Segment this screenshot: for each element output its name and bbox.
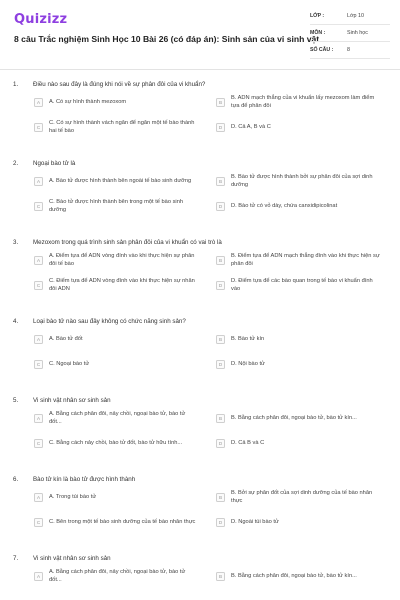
option-text: B. Bằng cách phân đôi, ngoại bào tử, bào tử kín... bbox=[231, 572, 357, 579]
option-text: A. Trong túi bào tử bbox=[49, 493, 97, 500]
answer-option[interactable] bbox=[216, 352, 396, 377]
option-text: B. Bằng cách phân đôi, ngoại bào tử, bào tử kín... bbox=[231, 414, 357, 421]
option-text: C. Bên trong một tế bào sinh dưỡng của tế bào nhân thực bbox=[49, 518, 196, 525]
question-text: Loại bào tử nào sau đây không có chức năng sinh sản? bbox=[33, 317, 186, 325]
question-number: 4. bbox=[13, 317, 19, 325]
answer-option[interactable] bbox=[216, 169, 396, 194]
option-key-box[interactable]: A bbox=[34, 98, 43, 107]
option-text: B. Bào tử được hình thành bởi sự phân đôi của sợi dinh dưỡng bbox=[231, 174, 373, 188]
question-line bbox=[0, 394, 400, 406]
option-text: C. Ngoại bào tử bbox=[49, 360, 90, 367]
option-text: C. Bằng cách nảy chồi, bào tử đốt, bào tử hữu tính... bbox=[49, 439, 183, 446]
option-key-box[interactable]: B bbox=[216, 493, 225, 502]
meta-value: Sinh học bbox=[347, 30, 368, 36]
question-list bbox=[0, 78, 400, 589]
answer-option[interactable] bbox=[216, 431, 396, 456]
option-text: D. Điểm tựa để các bào quan trong tế bào vi khuẩn đính vào bbox=[231, 278, 373, 292]
option-text: D. Cả A, B và C bbox=[231, 123, 271, 130]
option-row bbox=[34, 115, 400, 140]
answer-option[interactable] bbox=[34, 169, 214, 194]
option-key-box[interactable]: D bbox=[216, 360, 225, 369]
option-key-box[interactable]: D bbox=[216, 439, 225, 448]
option-key-box[interactable]: C bbox=[34, 123, 43, 132]
option-key-box[interactable]: A bbox=[34, 493, 43, 502]
meta-label: MÔN : bbox=[310, 30, 326, 36]
option-text: A. Bằng cách phân đôi, nảy chồi, ngoại bào tử, bào tử đốt... bbox=[49, 411, 186, 425]
question-number: 3. bbox=[13, 238, 19, 246]
worksheet-meta bbox=[310, 8, 390, 59]
question-line bbox=[0, 552, 400, 564]
answer-option[interactable] bbox=[34, 352, 214, 377]
option-key-box[interactable]: B bbox=[216, 414, 225, 423]
question-spacer bbox=[0, 456, 400, 473]
option-key-box[interactable]: A bbox=[34, 177, 43, 186]
option-row bbox=[34, 169, 400, 194]
option-key-box[interactable]: B bbox=[216, 335, 225, 344]
answer-option[interactable] bbox=[216, 406, 396, 431]
option-text: C. Điểm tựa để ADN vòng đính vào khi thực hiện sự nhân đôi ADN bbox=[49, 278, 195, 292]
option-text: D. Cả B và C bbox=[231, 439, 265, 446]
option-row bbox=[34, 431, 400, 456]
option-row bbox=[34, 564, 400, 589]
question-text: Mezoxom trong quá trình sinh sản phân đôi của vi khuẩn có vai trò là bbox=[33, 238, 222, 246]
answer-option[interactable] bbox=[34, 194, 214, 219]
option-key-box[interactable]: C bbox=[34, 360, 43, 369]
answer-option[interactable] bbox=[216, 273, 396, 298]
answer-option[interactable] bbox=[216, 327, 396, 352]
answer-option[interactable] bbox=[34, 510, 214, 535]
option-text: B. ADN mạch thẳng của vi khuẩn lấy mezoxom làm điểm tựa để phân đôi bbox=[231, 95, 375, 109]
answer-option[interactable] bbox=[216, 564, 396, 589]
option-row bbox=[34, 248, 400, 273]
option-key-box[interactable]: A bbox=[34, 335, 43, 344]
question-line bbox=[0, 236, 400, 248]
option-text: A. Điểm tựa để ADN vòng đính vào khi thực hiện sự phân đôi tế bào bbox=[49, 253, 195, 267]
question-spacer bbox=[0, 377, 400, 394]
option-key-box[interactable]: A bbox=[34, 572, 43, 581]
question-text: Điều nào sau đây là đúng khi nói về sự phân đôi của vi khuẩn? bbox=[33, 80, 206, 88]
question-spacer bbox=[0, 535, 400, 552]
option-text: A. Bào tử được hình thành bên ngoài tế bào sinh dưỡng bbox=[49, 177, 192, 184]
question-number: 2. bbox=[13, 159, 19, 167]
option-text: B. Điểm tựa để ADN mạch thẳng đính vào khi thực hiện sự phân đôi bbox=[231, 253, 380, 267]
question-number: 5. bbox=[13, 396, 19, 404]
answer-option[interactable] bbox=[34, 564, 214, 589]
question-item bbox=[0, 236, 400, 315]
option-text: A. Bằng cách phân đôi, nảy chồi, ngoại bào tử, bào tử đốt... bbox=[49, 569, 186, 583]
question-text: Vi sinh vật nhân sơ sinh sản bbox=[33, 396, 111, 404]
meta-value: Lớp 10 bbox=[347, 13, 365, 19]
question-item bbox=[0, 315, 400, 394]
option-row bbox=[34, 90, 400, 115]
option-text: D. Bào tử có vỏ dày, chứa canxidipicolinat bbox=[231, 202, 338, 209]
answer-option[interactable] bbox=[216, 194, 396, 219]
answer-option[interactable] bbox=[216, 485, 396, 510]
question-text: Vi sinh vật nhân sơ sinh sản bbox=[33, 554, 111, 562]
question-line bbox=[0, 78, 400, 90]
quizizz-logo: Quizizz bbox=[14, 12, 68, 27]
question-spacer bbox=[0, 140, 400, 157]
answer-option[interactable] bbox=[34, 431, 214, 456]
option-row bbox=[34, 485, 400, 510]
meta-row-grade bbox=[310, 8, 390, 25]
answer-option[interactable] bbox=[34, 273, 214, 298]
option-row bbox=[34, 273, 400, 298]
option-key-box[interactable]: D bbox=[216, 281, 225, 290]
option-text: B. Bào tử kín bbox=[231, 335, 265, 342]
option-key-box[interactable]: C bbox=[34, 439, 43, 448]
answer-option[interactable] bbox=[34, 406, 214, 431]
question-number: 6. bbox=[13, 475, 19, 483]
answer-option[interactable] bbox=[216, 510, 396, 535]
question-item bbox=[0, 552, 400, 589]
question-text: Ngoại bào tử là bbox=[33, 159, 76, 167]
question-line bbox=[0, 473, 400, 485]
option-text: C. Có sự hình thành vách ngăn để ngăn một tế bào thành hai tế bào bbox=[49, 120, 195, 134]
option-key-box[interactable]: D bbox=[216, 518, 225, 527]
question-text: Bào tử kín là bào tử được hình thành bbox=[33, 475, 136, 483]
option-key-box[interactable]: A bbox=[34, 414, 43, 423]
meta-row-count bbox=[310, 42, 390, 59]
option-text: D. Ngoài túi bào tử bbox=[231, 518, 279, 525]
option-row bbox=[34, 510, 400, 535]
meta-value: 8 bbox=[347, 47, 350, 53]
meta-row-subject bbox=[310, 25, 390, 42]
question-line bbox=[0, 315, 400, 327]
answer-option[interactable] bbox=[34, 485, 214, 510]
option-key-box[interactable]: B bbox=[216, 256, 225, 265]
option-key-box[interactable]: D bbox=[216, 202, 225, 211]
question-spacer bbox=[0, 298, 400, 315]
question-item bbox=[0, 394, 400, 473]
option-row bbox=[34, 406, 400, 431]
answer-option[interactable] bbox=[34, 327, 214, 352]
question-line bbox=[0, 157, 400, 169]
answer-option[interactable] bbox=[216, 248, 396, 273]
worksheet-title: 8 câu Trắc nghiệm Sinh Học 10 Bài 26 (có đáp án): Sinh sản của vi sinh vật bbox=[14, 34, 320, 44]
option-key-box[interactable]: C bbox=[34, 518, 43, 527]
answer-option[interactable] bbox=[216, 90, 396, 115]
option-text: A. Có sự hình thành mezoxom bbox=[49, 98, 127, 105]
option-text: D. Nội bào tử bbox=[231, 360, 265, 367]
option-key-box[interactable]: D bbox=[216, 123, 225, 132]
option-text: B. Bởi sự phân đốt của sợi dinh dưỡng của tế bào nhân thực bbox=[231, 490, 373, 504]
question-number: 7. bbox=[13, 554, 19, 562]
option-text: C. Bào tử được hình thành bên trong một tế bào sinh dưỡng bbox=[49, 199, 184, 213]
meta-label: SỐ CÂU : bbox=[310, 47, 334, 53]
question-item bbox=[0, 473, 400, 552]
option-key-box[interactable]: B bbox=[216, 572, 225, 581]
question-item bbox=[0, 157, 400, 236]
option-key-box[interactable]: C bbox=[34, 202, 43, 211]
option-row bbox=[34, 352, 400, 377]
option-text: A. Bào tử đốt bbox=[49, 335, 83, 342]
option-row bbox=[34, 194, 400, 219]
answer-option[interactable] bbox=[34, 115, 214, 140]
worksheet-header bbox=[0, 0, 400, 70]
question-spacer bbox=[0, 219, 400, 236]
question-item bbox=[0, 78, 400, 157]
option-key-box[interactable]: B bbox=[216, 177, 225, 186]
answer-option[interactable] bbox=[34, 248, 214, 273]
answer-option[interactable] bbox=[34, 90, 214, 115]
question-number: 1. bbox=[13, 80, 19, 88]
meta-label: LỚP : bbox=[310, 13, 325, 19]
option-key-box[interactable]: A bbox=[34, 256, 43, 265]
answer-option[interactable] bbox=[216, 115, 396, 140]
option-key-box[interactable]: C bbox=[34, 281, 43, 290]
option-key-box[interactable]: B bbox=[216, 98, 225, 107]
option-row bbox=[34, 327, 400, 352]
